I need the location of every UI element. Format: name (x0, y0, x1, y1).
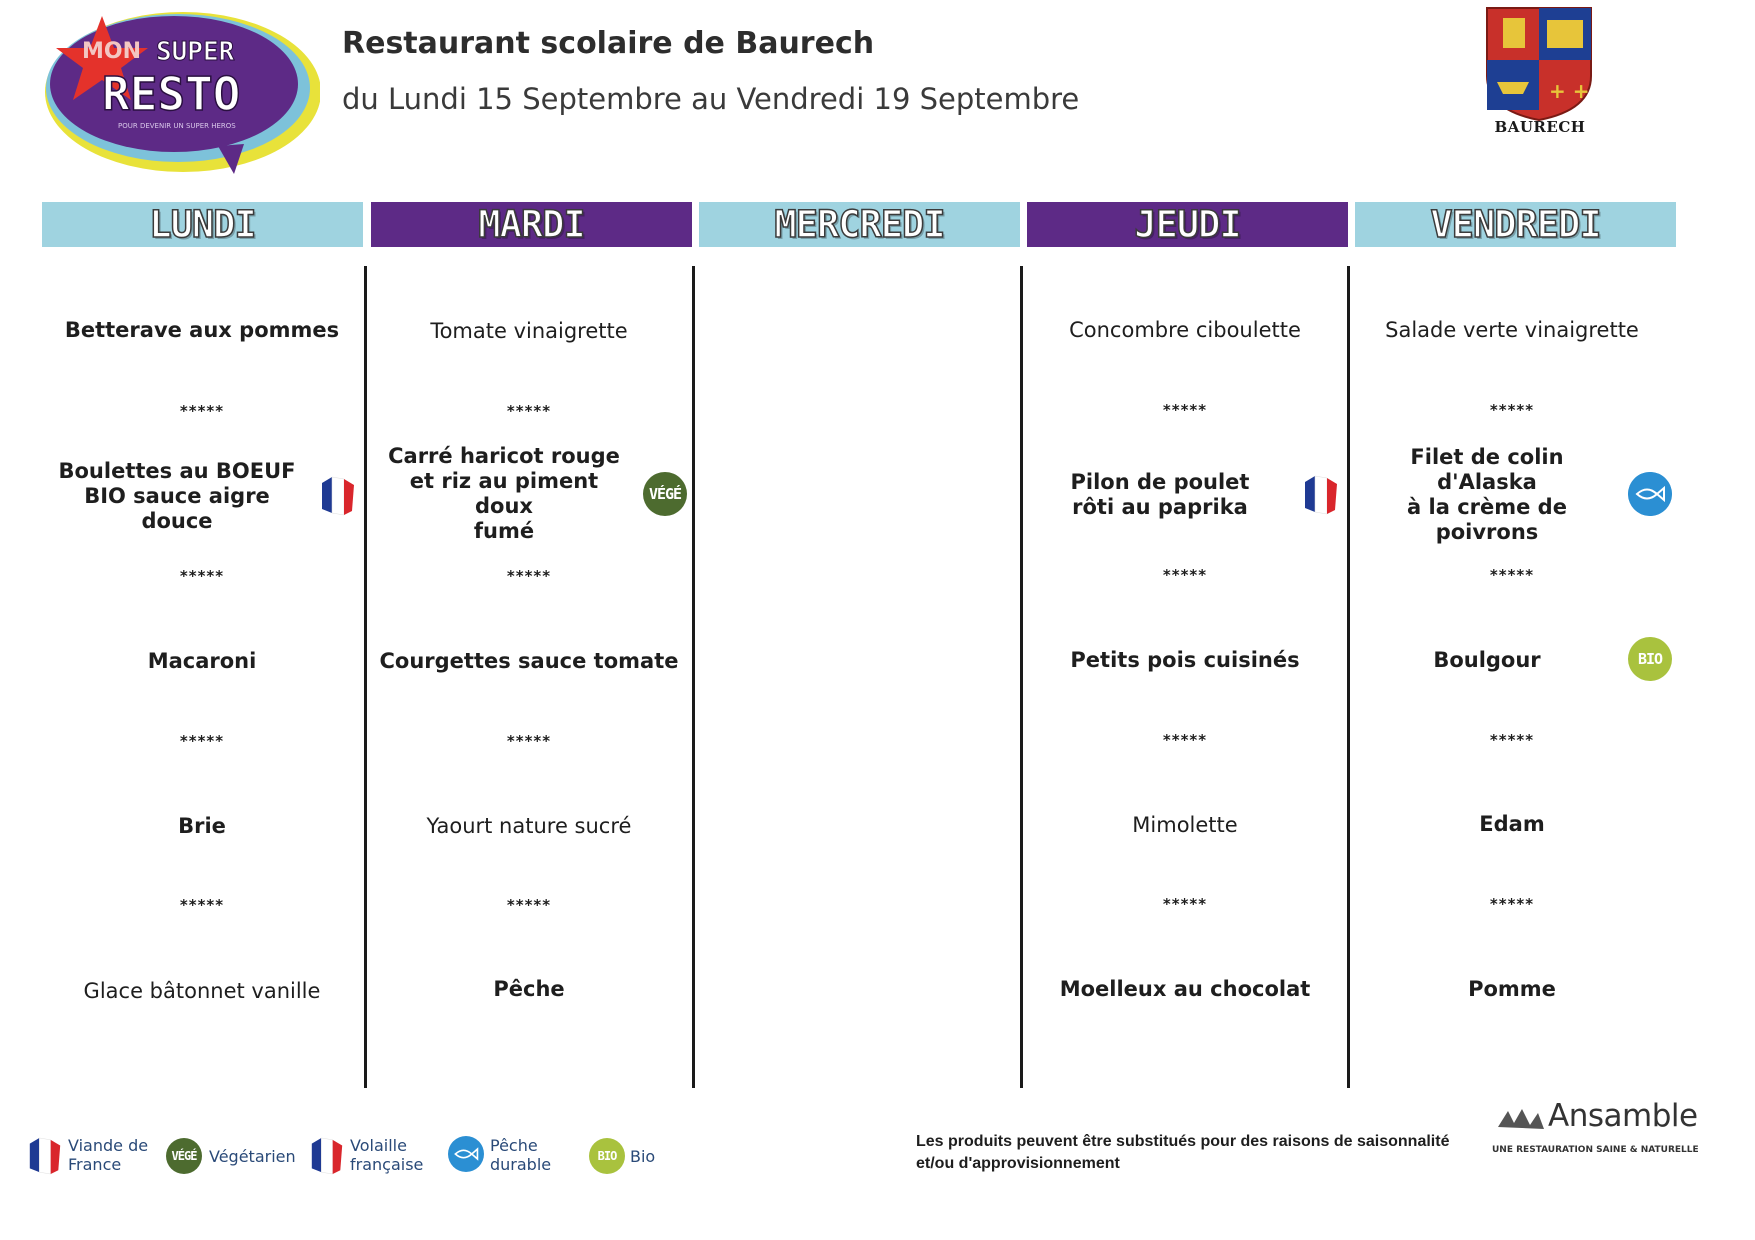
dish-separator: ***** (506, 896, 552, 914)
dish-separator: ***** (506, 402, 552, 420)
dish-separator: ***** (1489, 731, 1535, 749)
dish-cheese: Edam (1479, 811, 1545, 836)
baurech-coat-of-arms (1483, 6, 1595, 124)
vege-icon (643, 472, 687, 516)
dish-dessert: Moelleux au chocolat (1059, 976, 1311, 1001)
day-column-jeudi (1025, 266, 1345, 1088)
logo-text-resto: RESTO (102, 67, 241, 121)
svg-text:+ +: + + (1549, 79, 1590, 103)
column-divider (692, 266, 695, 1088)
page-title: Restaurant scolaire de Baurech (342, 26, 875, 61)
dish-separator: ***** (179, 402, 225, 420)
day-header-lundi: LUNDI (42, 202, 363, 247)
vege-badge-label: VÉGÉ (171, 1149, 197, 1163)
dish-dessert: Glace bâtonnet vanille (83, 978, 321, 1003)
dish-side: Courgettes sauce tomate (379, 648, 679, 673)
logo-tagline: POUR DEVENIR UN SUPER HEROS (118, 122, 236, 130)
logo-text-super: SUPER (156, 37, 235, 67)
legend-label: Viande de France (68, 1136, 149, 1174)
dish-main: Boulettes au BOEUF BIO sauce aigre douce (58, 458, 296, 533)
town-name: BAURECH (1494, 118, 1586, 136)
day-header-jeudi: JEUDI (1027, 202, 1348, 247)
vege-icon (166, 1138, 202, 1174)
dish-dessert: Pêche (493, 976, 565, 1001)
day-header-mercredi: MERCREDI (699, 202, 1020, 247)
dish-main: Carré haricot rouge et riz au piment doux fumé (388, 444, 620, 543)
column-divider (1020, 266, 1023, 1088)
page-subtitle: du Lundi 15 Septembre au Vendredi 19 Septembre (342, 82, 1080, 116)
bio-icon (589, 1138, 625, 1174)
day-header-vendredi: VENDREDI (1355, 202, 1676, 247)
ansamble-logo-mark (1494, 1103, 1548, 1135)
day-header-mardi: MARDI (371, 202, 692, 247)
flag-icon (26, 1136, 64, 1176)
dish-cheese: Yaourt nature sucré (426, 813, 632, 838)
legend-label: Pêche durable (490, 1136, 552, 1174)
day-column-mercredi (697, 266, 1017, 1088)
dish-separator: ***** (1162, 895, 1208, 913)
dish-main: Filet de colin d'Alaska à la crème de poivrons (1407, 445, 1567, 544)
legend-label: Bio (630, 1147, 656, 1166)
flag-icon (308, 1136, 346, 1176)
column-divider (1347, 266, 1350, 1088)
substitution-disclaimer: Les produits peuvent être substitués pour des raisons de saisonnalité et/ou d'approvisionnement (916, 1133, 1450, 1172)
dish-separator: ***** (506, 732, 552, 750)
dish-separator: ***** (1162, 401, 1208, 419)
dish-separator: ***** (1489, 401, 1535, 419)
column-divider (364, 266, 367, 1088)
mon-super-resto-logo (38, 6, 320, 184)
day-column-vendredi (1352, 266, 1672, 1088)
flag-icon (1301, 474, 1341, 516)
vege-badge-label: VÉGÉ (648, 485, 682, 503)
dish-side: Petits pois cuisinés (1070, 647, 1300, 672)
dish-separator: ***** (1162, 566, 1208, 584)
dish-side: Boulgour (1433, 647, 1541, 672)
logo-text-mon: MON (82, 39, 142, 64)
day-column-mardi (369, 266, 689, 1088)
dish-cheese: Brie (178, 813, 226, 838)
dish-separator: ***** (179, 567, 225, 585)
dish-starter: Concombre ciboulette (1069, 317, 1301, 342)
legend-label: Volaille française (350, 1136, 424, 1174)
dish-side: Macaroni (147, 648, 257, 673)
dish-cheese: Mimolette (1132, 812, 1238, 837)
dish-starter: Tomate vinaigrette (430, 318, 628, 343)
bio-badge-label: BIO (1637, 650, 1663, 668)
dish-dessert: Pomme (1468, 976, 1556, 1001)
day-column-lundi (42, 266, 362, 1088)
fish-icon (448, 1136, 484, 1172)
ansamble-brand: Ansamble (1548, 1098, 1698, 1134)
bio-icon (1628, 637, 1672, 681)
dish-main: Pilon de poulet rôti au paprika (1070, 470, 1250, 519)
dish-separator: ***** (1489, 566, 1535, 584)
legend-label: Végétarien (209, 1147, 296, 1166)
dish-separator: ***** (1489, 895, 1535, 913)
dish-starter: Betterave aux pommes (64, 317, 340, 342)
dish-separator: ***** (1162, 731, 1208, 749)
flag-icon (318, 475, 358, 517)
ansamble-tagline: UNE RESTAURATION SAINE & NATURELLE (1492, 1145, 1699, 1155)
fish-icon (1628, 472, 1672, 516)
dish-separator: ***** (179, 896, 225, 914)
bio-badge-label: BIO (597, 1149, 617, 1163)
dish-starter: Salade verte vinaigrette (1385, 317, 1639, 342)
dish-separator: ***** (506, 567, 552, 585)
dish-separator: ***** (179, 732, 225, 750)
